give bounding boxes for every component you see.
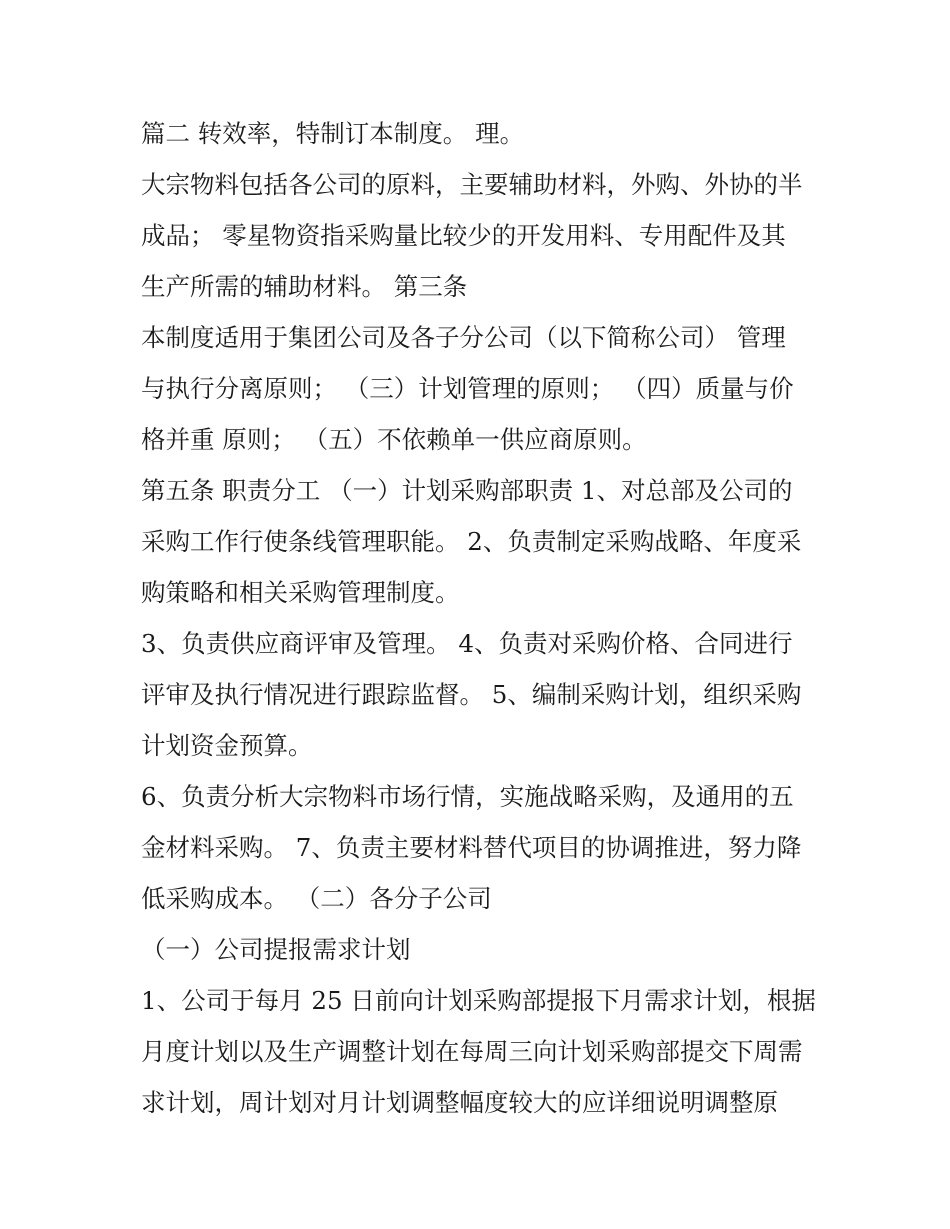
text-line: 月度计划以及生产调整计划在每周三向计划采购部提交下周需 [141,1037,803,1066]
text-line: 金材料采购。 7、负责主要材料替代项目的协调推进，努力降 [141,833,802,862]
text-line: 成品； 零星物资指采购量比较少的开发用料、专用配件及其 [141,221,786,250]
text-line: 第五条 职责分工 （一）计划采购部职责 1、对总部及公司的 [141,476,793,505]
text-line: 评审及执行情况进行跟踪监督。 5、编制采购计划，组织采购 [141,680,802,709]
text-line: 求计划，周计划对月计划调整幅度较大的应详细说明调整原 [141,1088,778,1117]
text-line: 格并重 原则； （五）不依赖单一供应商原则。 [141,425,647,454]
text-line: 1、公司于每月 25 日前向计划采购部提报下月需求计划，根据 [141,986,816,1015]
text-line: 3、负责供应商评审及管理。 4、负责对采购价格、合同进行 [141,629,793,658]
text-line: 大宗物料包括各公司的原料，主要辅助材料，外购、外协的半 [141,170,803,199]
text-line: 本制度适用于集团公司及各子分公司（以下简称公司） 管理 [141,323,786,352]
text-line: 低采购成本。 （二）各分子公司 [141,884,492,913]
text-line: 6、负责分析大宗物料市场行情，实施战略采购，及通用的五 [141,782,794,811]
text-line: 生产所需的辅助材料。 第三条 [141,272,468,301]
text-line: 篇二 转效率，特制订本制度。 理。 [141,119,525,148]
text-line: （一）公司提报需求计划 [141,935,411,964]
text-line: 采购工作行使条线管理职能。 2、负责制定采购战略、年度采 [141,527,802,556]
document-body [141,108,841,1128]
text-line: 计划资金预算。 [141,731,313,760]
text-line: 购策略和相关采购管理制度。 [141,578,460,607]
text-line: 与执行分离原则； （三）计划管理的原则； （四）质量与价 [141,374,794,403]
